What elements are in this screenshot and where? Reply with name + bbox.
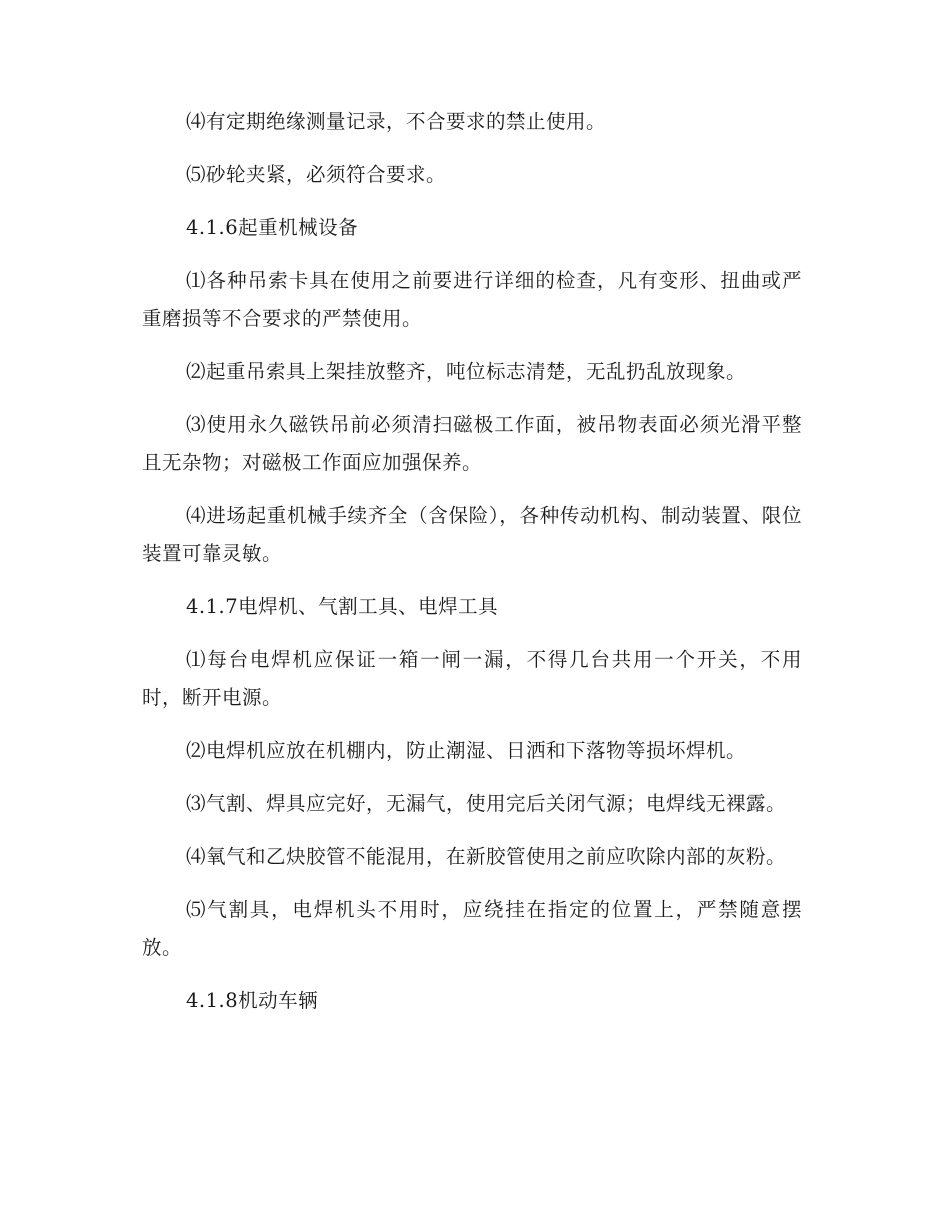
paragraph-item-2-welder-shed: ⑵电焊机应放在机棚内，防止潮湿、日洒和下落物等损坏焊机。 (186, 739, 747, 762)
paragraph-item-5-storage-position: ⑸气割具，电焊机头不用时，应绕挂在指定的位置上，严禁随意摆放。 (142, 898, 802, 959)
paragraph-item-1-rigging-inspection: ⑴各种吊索卡具在使用之前要进行详细的检查，凡有变形、扭曲或严重磨损等不合要求的严禁使用。 (142, 269, 802, 330)
section-heading-4-1-8: 4.1.8机动车辆 (186, 989, 319, 1012)
paragraph-item-3-cutting-tools: ⑶气割、焊具应完好，无漏气，使用完后关闭气源；电焊线无裸露。 (186, 792, 787, 815)
paragraph-item-4-hoses: ⑷氧气和乙炔胶管不能混用，在新胶管使用之前应吹除内部的灰粉。 (186, 845, 787, 868)
paragraph-item-4-crane-procedures: ⑷进场起重机械手续齐全（含保险），各种传动机构、制动装置、限位装置可靠灵敏。 (142, 504, 802, 565)
paragraph-item-4-insulation: ⑷有定期绝缘测量记录，不合要求的禁止使用。 (186, 110, 607, 133)
paragraph-item-2-rigging-storage: ⑵起重吊索具上架挂放整齐，吨位标志清楚，无乱扔乱放现象。 (186, 360, 747, 383)
paragraph-item-5-grinding-wheel: ⑸砂轮夹紧，必须符合要求。 (186, 163, 447, 186)
section-heading-4-1-7: 4.1.7电焊机、气割工具、电焊工具 (186, 595, 499, 618)
paragraph-item-1-welder-switch: ⑴每台电焊机应保证一箱一闸一漏，不得几台共用一个开关，不用时，断开电源。 (142, 648, 802, 709)
section-heading-4-1-6: 4.1.6起重机械设备 (186, 216, 359, 239)
paragraph-item-3-magnet-lifting: ⑶使用永久磁铁吊前必须清扫磁极工作面，被吊物表面必须光滑平整且无杂物；对磁极工作面应加强保养。 (142, 413, 802, 474)
document-body (142, 103, 802, 1035)
